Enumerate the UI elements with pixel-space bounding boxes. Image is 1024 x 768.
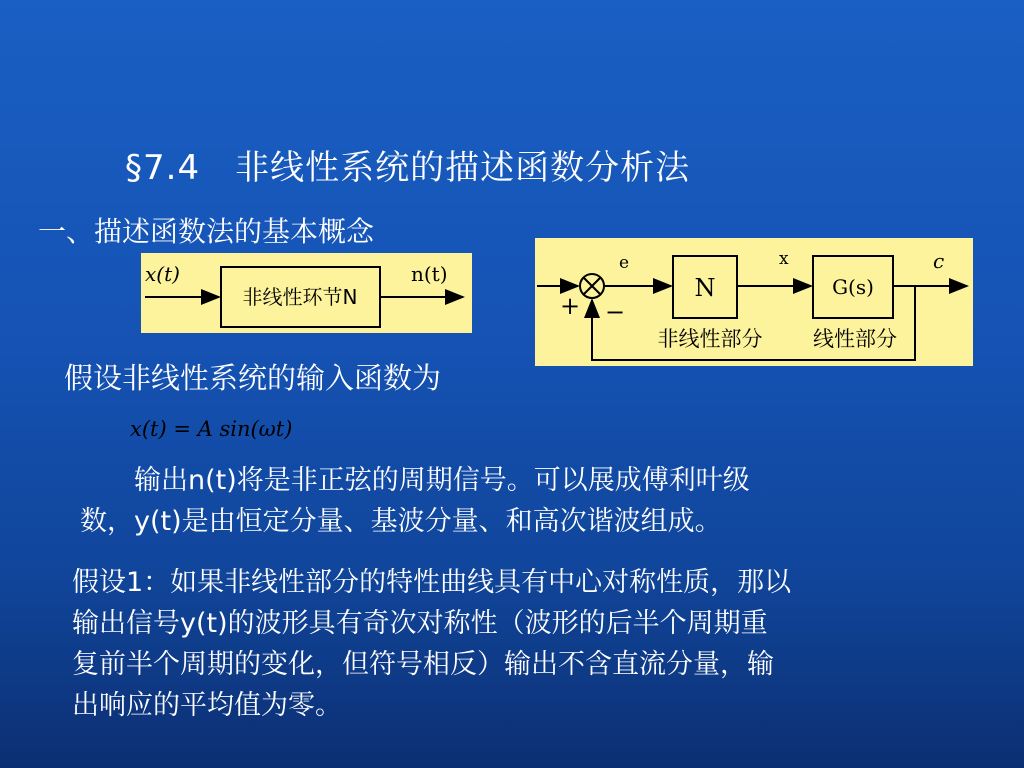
paragraph-line: 输出n(t)将是非正弦的周期信号。可以展成傅利叶级 — [80, 465, 750, 496]
section-heading: 一、描述函数法的基本概念 — [38, 215, 375, 248]
closed-loop-diagram — [535, 238, 973, 366]
linear-part-caption: 线性部分 — [813, 327, 897, 351]
fourier-paragraph — [80, 460, 750, 542]
paragraph-line: 假设1：如果非线性部分的特性曲线具有中心对称性质，那以 — [72, 567, 792, 598]
plus-sign: + — [560, 292, 581, 320]
paragraph-line: 出响应的平均值为零。 — [72, 690, 342, 721]
error-label: e — [619, 253, 630, 273]
formula — [128, 408, 328, 448]
assumption-paragraph — [72, 562, 791, 726]
paragraph-line: 复前半个周期的变化，但符号相反）输出不含直流分量，输 — [72, 649, 774, 680]
minus-sign: − — [605, 298, 626, 326]
nonlinear-element-diagram — [141, 253, 472, 333]
formula-text: x(t) = A sin(ωt) — [130, 417, 293, 441]
input-label: x(t) — [145, 262, 180, 286]
paragraph-line: 输出信号y(t)的波形具有奇次对称性（波形的后半个周期重 — [72, 608, 768, 639]
nonlinear-block-label: 非线性环节N — [242, 285, 358, 309]
nonlinear-part-caption: 非线性部分 — [657, 327, 763, 351]
output-label: n(t) — [411, 262, 448, 286]
linear-part-label: G(s) — [832, 275, 874, 299]
output-label: c — [933, 249, 945, 273]
intro-text: 假设非线性系统的输入函数为 — [64, 361, 442, 395]
nonlinear-part-label: N — [694, 274, 716, 302]
intermediate-label: x — [779, 249, 789, 269]
summing-junction — [580, 274, 604, 298]
paragraph-line: 数，y(t)是由恒定分量、基波分量、和高次谐波组成。 — [80, 506, 722, 537]
slide-title: §7.4 非线性系统的描述函数分析法 — [125, 148, 691, 188]
